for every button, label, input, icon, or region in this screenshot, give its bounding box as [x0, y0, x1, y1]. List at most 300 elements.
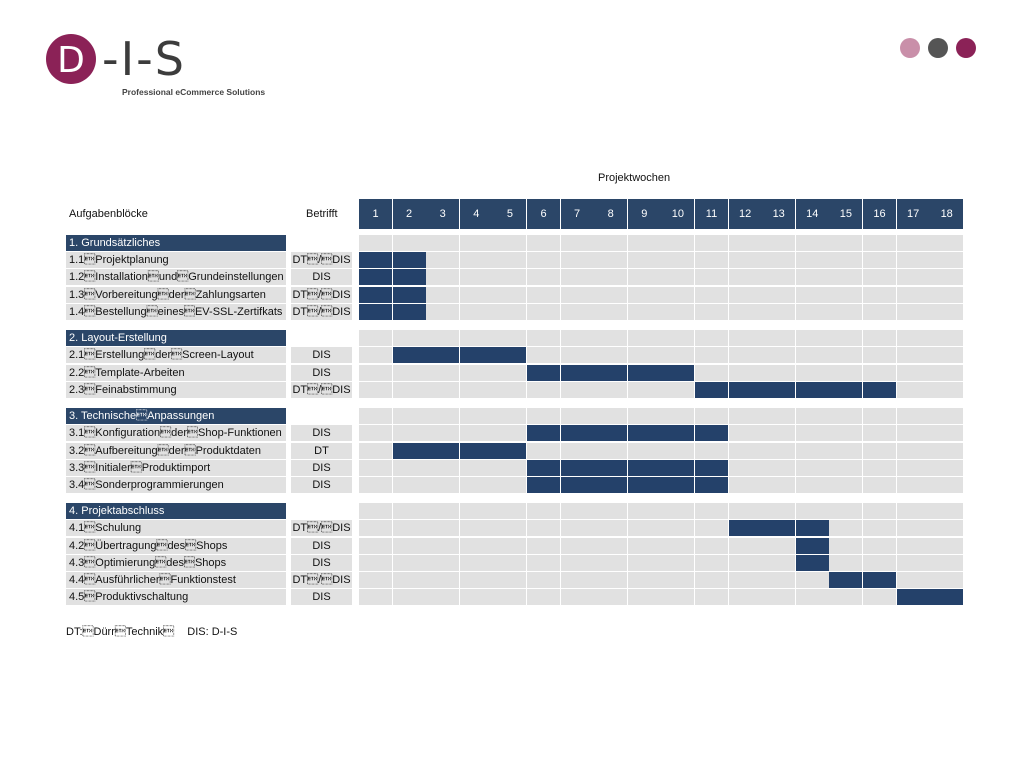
- gantt-empty-cell: [762, 252, 795, 268]
- gantt-empty-cell: [359, 538, 392, 554]
- gantt-empty-cell: [594, 555, 627, 571]
- gantt-empty-cell: [897, 538, 930, 554]
- gantt-empty-cell: [930, 408, 963, 424]
- gantt-empty-cell: [695, 503, 728, 519]
- gantt-empty-cell: [594, 287, 627, 303]
- gantt-bar-cell: [359, 304, 392, 320]
- week-header: 17: [897, 199, 930, 229]
- gantt-empty-cell: [493, 235, 526, 251]
- gantt-empty-cell: [594, 408, 627, 424]
- week-header: 9: [628, 199, 661, 229]
- gantt-empty-cell: [393, 235, 426, 251]
- gantt-empty-cell: [460, 460, 493, 476]
- gantt-empty-cell: [628, 330, 661, 346]
- gantt-empty-cell: [561, 555, 594, 571]
- week-header: 1: [359, 199, 392, 229]
- gantt-empty-cell: [829, 330, 862, 346]
- gantt-empty-cell: [796, 425, 829, 441]
- gantt-empty-cell: [897, 425, 930, 441]
- gantt-bar-cell: [393, 304, 426, 320]
- gantt-empty-cell: [493, 382, 526, 398]
- task-responsible: DIS: [291, 538, 352, 554]
- gantt-bar-cell: [426, 443, 459, 459]
- gantt-empty-cell: [628, 382, 661, 398]
- gantt-empty-cell: [460, 365, 493, 381]
- gantt-empty-cell: [460, 589, 493, 605]
- gantt-empty-cell: [628, 589, 661, 605]
- gantt-empty-cell: [762, 589, 795, 605]
- task-responsible: DIS: [291, 589, 352, 605]
- gantt-bar-cell: [695, 382, 728, 398]
- gantt-empty-cell: [863, 252, 896, 268]
- task-name: 3.2AufbereitungderProduktdaten: [66, 443, 286, 459]
- gantt-empty-cell: [729, 269, 762, 285]
- gantt-empty-cell: [527, 304, 560, 320]
- gantt-empty-cell: [493, 572, 526, 588]
- gantt-empty-cell: [561, 235, 594, 251]
- gantt-empty-cell: [661, 235, 694, 251]
- task-name: 1.3VorbereitungderZahlungsarten: [66, 287, 286, 303]
- gantt-bar-cell: [729, 520, 762, 536]
- gantt-empty-cell: [695, 235, 728, 251]
- gantt-empty-cell: [527, 503, 560, 519]
- gantt-empty-cell: [729, 330, 762, 346]
- gantt-bar-cell: [460, 347, 493, 363]
- gantt-empty-cell: [796, 287, 829, 303]
- gantt-empty-cell: [661, 572, 694, 588]
- gantt-bar-cell: [561, 365, 594, 381]
- gantt-empty-cell: [527, 538, 560, 554]
- gantt-empty-cell: [695, 538, 728, 554]
- week-header: 10: [661, 199, 694, 229]
- gantt-empty-cell: [594, 572, 627, 588]
- gantt-empty-cell: [393, 477, 426, 493]
- gantt-empty-cell: [628, 347, 661, 363]
- task-name: 1.2InstallationundGrundeinstellungen: [66, 269, 286, 285]
- gantt-bar-cell: [393, 287, 426, 303]
- gantt-bar-cell: [561, 460, 594, 476]
- gantt-empty-cell: [393, 425, 426, 441]
- gantt-empty-cell: [897, 330, 930, 346]
- gantt-empty-cell: [628, 520, 661, 536]
- gantt-empty-cell: [561, 287, 594, 303]
- task-responsible: DT/DIS: [292, 306, 351, 318]
- gantt-empty-cell: [796, 408, 829, 424]
- gantt-empty-cell: [863, 520, 896, 536]
- week-header: 8: [594, 199, 627, 229]
- gantt-empty-cell: [527, 589, 560, 605]
- gantt-bar-cell: [493, 443, 526, 459]
- gantt-bar-cell: [628, 425, 661, 441]
- gantt-empty-cell: [393, 538, 426, 554]
- pink-dot-icon: [900, 38, 920, 58]
- gantt-bar-cell: [527, 477, 560, 493]
- week-header: 18: [930, 199, 963, 229]
- logo-letter: D: [57, 40, 85, 81]
- gantt-empty-cell: [460, 408, 493, 424]
- gantt-empty-cell: [527, 572, 560, 588]
- gantt-empty-cell: [762, 287, 795, 303]
- gantt-empty-cell: [628, 555, 661, 571]
- gantt-bar-cell: [695, 460, 728, 476]
- gantt-empty-cell: [796, 269, 829, 285]
- gantt-empty-cell: [393, 330, 426, 346]
- gantt-bar-cell: [460, 443, 493, 459]
- gantt-empty-cell: [695, 443, 728, 459]
- gantt-empty-cell: [930, 555, 963, 571]
- gantt-empty-cell: [930, 252, 963, 268]
- gantt-empty-cell: [829, 235, 862, 251]
- gantt-empty-cell: [493, 408, 526, 424]
- week-header: 16: [863, 199, 896, 229]
- gantt-empty-cell: [426, 382, 459, 398]
- task-responsible: DIS: [291, 365, 352, 381]
- gantt-empty-cell: [527, 408, 560, 424]
- gantt-empty-cell: [628, 235, 661, 251]
- gantt-bar-cell: [393, 443, 426, 459]
- gantt-empty-cell: [897, 555, 930, 571]
- gantt-empty-cell: [561, 589, 594, 605]
- gantt-empty-cell: [829, 304, 862, 320]
- gantt-empty-cell: [527, 252, 560, 268]
- gantt-empty-cell: [426, 330, 459, 346]
- gantt-empty-cell: [796, 460, 829, 476]
- gantt-empty-cell: [426, 538, 459, 554]
- gantt-empty-cell: [897, 572, 930, 588]
- gantt-empty-cell: [695, 555, 728, 571]
- logo-mark-icon: [44, 32, 98, 86]
- gantt-empty-cell: [527, 269, 560, 285]
- gantt-empty-cell: [695, 287, 728, 303]
- gantt-empty-cell: [527, 555, 560, 571]
- task-responsible: DIS: [291, 269, 352, 285]
- task-name: 3.3InitialerProduktimport: [66, 460, 286, 476]
- gantt-empty-cell: [628, 408, 661, 424]
- task-responsible: DT/DIS: [292, 384, 351, 396]
- gray-dot-icon: [928, 38, 948, 58]
- gantt-empty-cell: [460, 269, 493, 285]
- task-name: 4.2ÜbertragungdesShops: [66, 538, 286, 554]
- gantt-empty-cell: [561, 382, 594, 398]
- gantt-empty-cell: [930, 572, 963, 588]
- gantt-empty-cell: [829, 460, 862, 476]
- week-header: 14: [796, 199, 829, 229]
- gantt-bar-cell: [594, 460, 627, 476]
- gantt-empty-cell: [829, 365, 862, 381]
- gantt-empty-cell: [829, 425, 862, 441]
- gantt-empty-cell: [829, 287, 862, 303]
- gantt-empty-cell: [426, 235, 459, 251]
- gantt-bar-cell: [863, 382, 896, 398]
- gantt-empty-cell: [393, 520, 426, 536]
- week-header: 11: [695, 199, 728, 229]
- gantt-empty-cell: [561, 538, 594, 554]
- gantt-empty-cell: [661, 443, 694, 459]
- gantt-empty-cell: [729, 538, 762, 554]
- gantt-empty-cell: [426, 252, 459, 268]
- gantt-empty-cell: [393, 365, 426, 381]
- gantt-empty-cell: [695, 330, 728, 346]
- gantt-empty-cell: [930, 347, 963, 363]
- gantt-bar-cell: [594, 425, 627, 441]
- gantt-bar-cell: [762, 382, 795, 398]
- gantt-empty-cell: [661, 503, 694, 519]
- gantt-empty-cell: [426, 520, 459, 536]
- logo-tagline: Professional eCommerce Solutions: [122, 87, 266, 97]
- gantt-empty-cell: [897, 443, 930, 459]
- gantt-bar-cell: [863, 572, 896, 588]
- gantt-empty-cell: [897, 304, 930, 320]
- gantt-empty-cell: [426, 572, 459, 588]
- gantt-empty-cell: [628, 503, 661, 519]
- gantt-empty-cell: [863, 365, 896, 381]
- gantt-empty-cell: [897, 460, 930, 476]
- week-header: 7: [561, 199, 594, 229]
- task-responsible: DIS: [291, 460, 352, 476]
- gantt-empty-cell: [897, 365, 930, 381]
- gantt-empty-cell: [661, 538, 694, 554]
- gantt-empty-cell: [527, 287, 560, 303]
- gantt-empty-cell: [460, 572, 493, 588]
- gantt-empty-cell: [863, 330, 896, 346]
- gantt-empty-cell: [930, 365, 963, 381]
- gantt-empty-cell: [897, 252, 930, 268]
- week-header: 13: [762, 199, 795, 229]
- gantt-bar-cell: [661, 425, 694, 441]
- gantt-bar-cell: [527, 425, 560, 441]
- gantt-empty-cell: [359, 555, 392, 571]
- gantt-empty-cell: [359, 460, 392, 476]
- gantt-bar-cell: [594, 365, 627, 381]
- gantt-empty-cell: [628, 304, 661, 320]
- gantt-empty-cell: [661, 589, 694, 605]
- gantt-empty-cell: [829, 252, 862, 268]
- gantt-empty-cell: [796, 503, 829, 519]
- gantt-empty-cell: [897, 235, 930, 251]
- gantt-empty-cell: [561, 304, 594, 320]
- gantt-empty-cell: [762, 477, 795, 493]
- gantt-empty-cell: [762, 330, 795, 346]
- gantt-bar-cell: [762, 520, 795, 536]
- gantt-bar-cell: [359, 287, 392, 303]
- gantt-empty-cell: [897, 382, 930, 398]
- gantt-empty-cell: [359, 408, 392, 424]
- gantt-empty-cell: [729, 477, 762, 493]
- gantt-bar-cell: [695, 477, 728, 493]
- gantt-empty-cell: [695, 520, 728, 536]
- week-header: 4: [460, 199, 493, 229]
- task-name: 3.4Sonderprogrammierungen: [66, 477, 286, 493]
- gantt-empty-cell: [594, 382, 627, 398]
- gantt-empty-cell: [729, 408, 762, 424]
- gantt-empty-cell: [695, 365, 728, 381]
- gantt-empty-cell: [661, 269, 694, 285]
- gantt-empty-cell: [729, 572, 762, 588]
- gantt-empty-cell: [695, 347, 728, 363]
- gantt-empty-cell: [695, 589, 728, 605]
- logo-text: -I-S: [102, 32, 186, 86]
- gantt-empty-cell: [863, 460, 896, 476]
- weeks-title: Projektwochen: [598, 172, 671, 184]
- week-header: 12: [729, 199, 762, 229]
- gantt-empty-cell: [930, 477, 963, 493]
- gantt-bar-cell: [796, 382, 829, 398]
- gantt-empty-cell: [460, 538, 493, 554]
- gantt-empty-cell: [426, 477, 459, 493]
- gantt-empty-cell: [829, 589, 862, 605]
- gantt-empty-cell: [594, 347, 627, 363]
- gantt-empty-cell: [930, 287, 963, 303]
- gantt-empty-cell: [863, 304, 896, 320]
- gantt-bar-cell: [393, 269, 426, 285]
- task-name: 1.1Projektplanung: [66, 252, 286, 268]
- gantt-bar-cell: [661, 477, 694, 493]
- gantt-empty-cell: [359, 443, 392, 459]
- task-responsible: DIS: [291, 477, 352, 493]
- gantt-empty-cell: [762, 235, 795, 251]
- gantt-empty-cell: [561, 503, 594, 519]
- gantt-bar-cell: [493, 347, 526, 363]
- gantt-empty-cell: [863, 347, 896, 363]
- gantt-empty-cell: [460, 520, 493, 536]
- gantt-empty-cell: [897, 269, 930, 285]
- gantt-empty-cell: [661, 555, 694, 571]
- gantt-empty-cell: [426, 365, 459, 381]
- gantt-empty-cell: [561, 252, 594, 268]
- task-name: 1.4BestellungeinesEV-SSL-Zertifkats: [66, 304, 286, 320]
- gantt-empty-cell: [863, 408, 896, 424]
- gantt-empty-cell: [594, 269, 627, 285]
- gantt-empty-cell: [493, 304, 526, 320]
- gantt-empty-cell: [661, 408, 694, 424]
- week-header: 3: [426, 199, 459, 229]
- gantt-empty-cell: [762, 503, 795, 519]
- gantt-bar-cell: [796, 520, 829, 536]
- gantt-empty-cell: [359, 572, 392, 588]
- gantt-empty-cell: [493, 503, 526, 519]
- gantt-empty-cell: [594, 589, 627, 605]
- gantt-empty-cell: [527, 330, 560, 346]
- gantt-empty-cell: [561, 269, 594, 285]
- gantt-empty-cell: [829, 443, 862, 459]
- gantt-empty-cell: [527, 347, 560, 363]
- gantt-empty-cell: [729, 589, 762, 605]
- gantt-empty-cell: [460, 555, 493, 571]
- gantt-empty-cell: [561, 408, 594, 424]
- gantt-empty-cell: [796, 330, 829, 346]
- gantt-empty-cell: [359, 503, 392, 519]
- gantt-empty-cell: [930, 460, 963, 476]
- week-header: 5: [493, 199, 526, 229]
- gantt-bar-cell: [561, 477, 594, 493]
- gantt-bar-cell: [426, 347, 459, 363]
- group-header: 3. TechnischeAnpassungen: [66, 408, 286, 424]
- gantt-empty-cell: [628, 572, 661, 588]
- gantt-empty-cell: [762, 269, 795, 285]
- task-name: 4.4AusführlicherFunktionstest: [66, 572, 286, 588]
- gantt-empty-cell: [594, 304, 627, 320]
- gantt-empty-cell: [863, 477, 896, 493]
- gantt-empty-cell: [493, 589, 526, 605]
- gantt-empty-cell: [493, 425, 526, 441]
- gantt-empty-cell: [493, 252, 526, 268]
- gantt-empty-cell: [729, 304, 762, 320]
- gantt-empty-cell: [762, 408, 795, 424]
- gantt-empty-cell: [863, 269, 896, 285]
- gantt-empty-cell: [594, 235, 627, 251]
- gantt-bar-cell: [628, 477, 661, 493]
- gantt-empty-cell: [829, 520, 862, 536]
- task-name: 2.2Template-Arbeiten: [66, 365, 286, 381]
- gantt-empty-cell: [762, 572, 795, 588]
- gantt-empty-cell: [863, 503, 896, 519]
- gantt-empty-cell: [561, 572, 594, 588]
- gantt-empty-cell: [762, 304, 795, 320]
- gantt-empty-cell: [628, 287, 661, 303]
- gantt-empty-cell: [729, 503, 762, 519]
- gantt-empty-cell: [493, 269, 526, 285]
- gantt-empty-cell: [930, 304, 963, 320]
- gantt-empty-cell: [359, 330, 392, 346]
- gantt-bar-cell: [628, 365, 661, 381]
- task-name: 3.1KonfigurationderShop-Funktionen: [66, 425, 286, 441]
- gantt-empty-cell: [796, 347, 829, 363]
- gantt-empty-cell: [393, 503, 426, 519]
- task-responsible: DT/DIS: [292, 289, 351, 301]
- gantt-empty-cell: [628, 269, 661, 285]
- gantt-empty-cell: [359, 520, 392, 536]
- gantt-empty-cell: [493, 555, 526, 571]
- gantt-empty-cell: [460, 503, 493, 519]
- gantt-empty-cell: [695, 269, 728, 285]
- resp-header: Betrifft: [306, 208, 338, 220]
- gantt-empty-cell: [460, 304, 493, 320]
- task-responsible: DIS: [291, 425, 352, 441]
- gantt-empty-cell: [359, 589, 392, 605]
- gantt-empty-cell: [829, 408, 862, 424]
- gantt-empty-cell: [863, 538, 896, 554]
- gantt-empty-cell: [493, 330, 526, 346]
- task-responsible: DIS: [291, 347, 352, 363]
- week-header: 15: [829, 199, 862, 229]
- gantt-empty-cell: [393, 572, 426, 588]
- purple-dot-icon: [956, 38, 976, 58]
- gantt-bar-cell: [930, 589, 963, 605]
- gantt-empty-cell: [594, 252, 627, 268]
- task-name: 2.1ErstellungderScreen-Layout: [66, 347, 286, 363]
- gantt-empty-cell: [729, 460, 762, 476]
- gantt-empty-cell: [359, 235, 392, 251]
- gantt-bar-cell: [897, 589, 930, 605]
- task-responsible: DT/DIS: [292, 522, 351, 534]
- gantt-empty-cell: [628, 538, 661, 554]
- gantt-empty-cell: [460, 252, 493, 268]
- gantt-empty-cell: [594, 538, 627, 554]
- legend-dt: DT:DürrTechnik: [66, 626, 175, 638]
- gantt-empty-cell: [930, 269, 963, 285]
- gantt-empty-cell: [930, 538, 963, 554]
- gantt-empty-cell: [695, 304, 728, 320]
- gantt-empty-cell: [426, 425, 459, 441]
- gantt-empty-cell: [594, 503, 627, 519]
- gantt-empty-cell: [561, 330, 594, 346]
- gantt-empty-cell: [796, 252, 829, 268]
- gantt-bar-cell: [695, 425, 728, 441]
- gantt-bar-cell: [393, 252, 426, 268]
- gantt-empty-cell: [796, 589, 829, 605]
- gantt-empty-cell: [863, 425, 896, 441]
- gantt-empty-cell: [426, 304, 459, 320]
